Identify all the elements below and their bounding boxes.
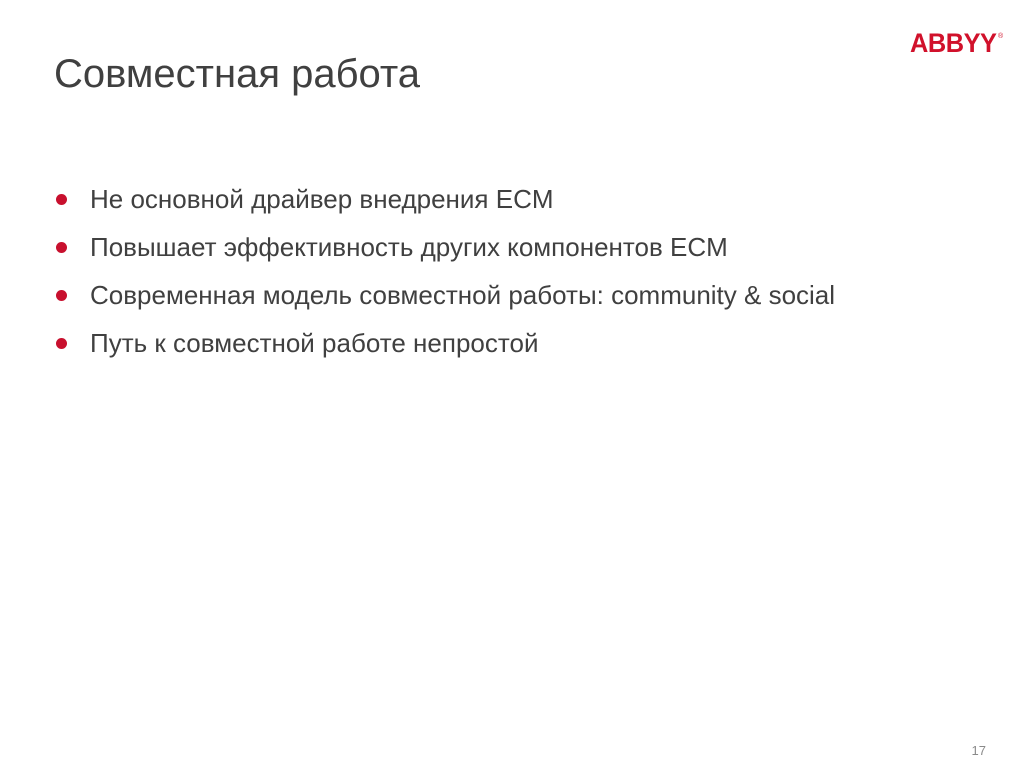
bullet-list	[54, 180, 934, 372]
bullet-text: Путь к совместной работе непростой	[90, 328, 539, 358]
bullet-dot-icon	[56, 290, 67, 301]
bullet-dot-icon	[56, 338, 67, 349]
abbyy-logo	[910, 28, 1003, 62]
logo-wordmark: ABBYY	[910, 28, 997, 58]
slide-title: Совместная работа	[54, 52, 420, 96]
bullet-item	[54, 180, 934, 218]
bullet-text: Современная модель совместной работы: community & social	[90, 280, 836, 310]
bullet-item	[54, 228, 934, 266]
bullet-item	[54, 276, 934, 314]
bullet-item	[54, 324, 934, 362]
bullet-dot-icon	[56, 194, 67, 205]
bullet-dot-icon	[56, 242, 67, 253]
bullet-text: Повышает эффективность других компонентов ECM	[90, 232, 728, 262]
bullet-text: Не основной драйвер внедрения ECM	[90, 184, 554, 214]
page-number: 17	[971, 743, 986, 758]
registered-mark: ®	[998, 33, 1004, 40]
